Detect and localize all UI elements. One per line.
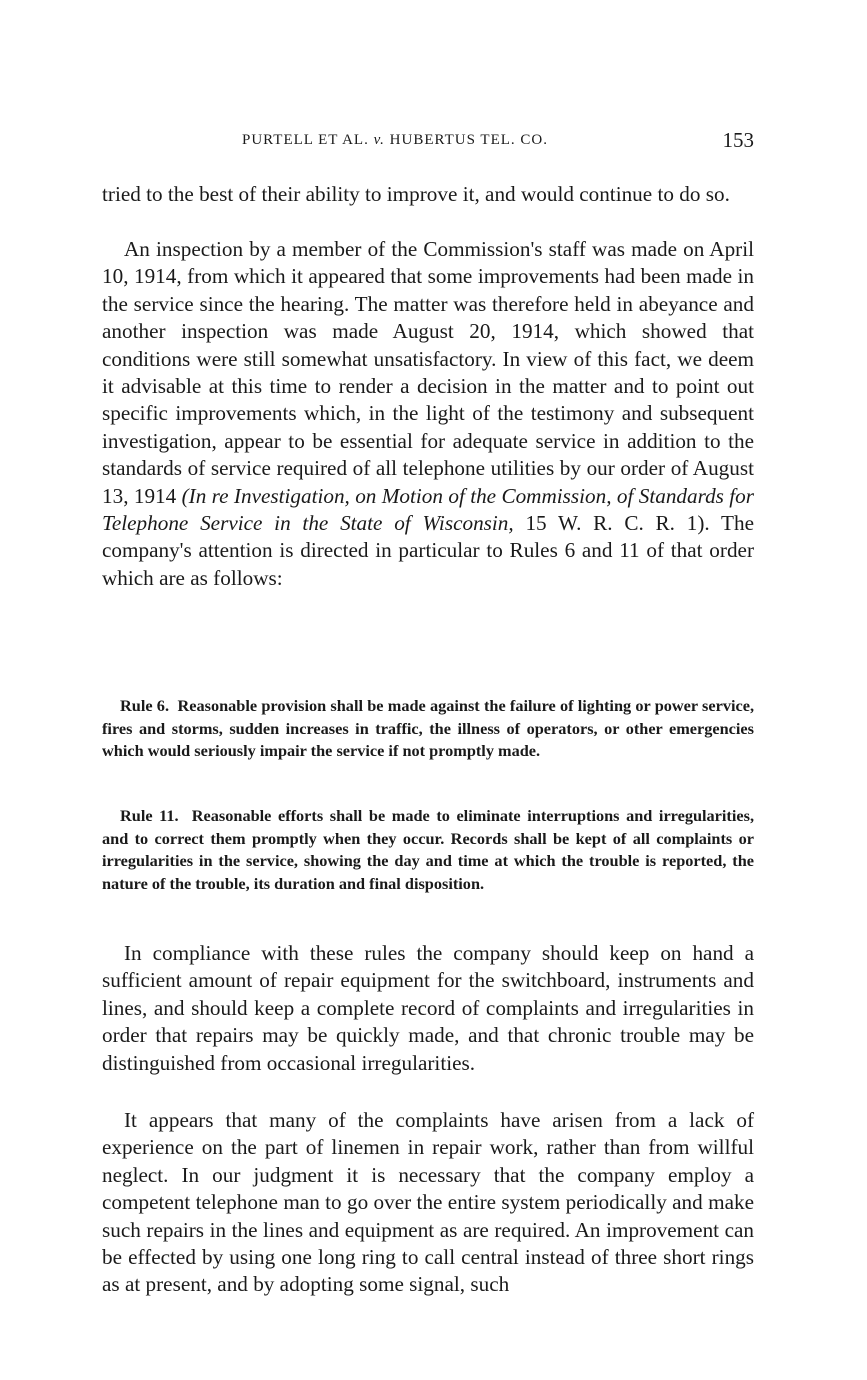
paragraph-inspection-text-a: An inspection by a member of the Commission's staff was made on April 10, 1914, from which it appeared that some improvements had been made in the service since the hearing. The matter was therefore held in abeyance and another inspection was made August 20, 1914, which showed that conditions were still somewhat unsatisfactory. In view of this fact, we deem it advisable at this time to render a decision in the matter and to point out specific improvements which, in the light of the testimony and subsequent investigation, appear to be essential for adequate service in addition to the standards of service required of all telephone utilities by our order of August 13, 1914 [102,237,754,508]
rule-6-text: Reasonable provision shall be made against the failure of lighting or power service, fires and storms, sudden increases in traffic, the illness of operators, or other emergencies which would seriously impair the service if not promptly made. [102,696,755,760]
paragraph-inspection [102,236,754,592]
paragraph-compliance [102,940,754,1077]
paragraph-complaints-text: It appears that many of the complaints have arisen from a lack of experience on the part of linemen in repair work, rather than from willful neglect. In our judgment it is necessary that the company employ a competent telephone man to go over the entire system periodically and make such repairs in the lines and equipment as are required. An improvement can be effected by using one long ring to call central instead of three short rings as at present, and by adopting some signal, such [102,1108,754,1297]
case-citation-italic: (In re Investigation, on Motion of the Commission, of Standards for Telephone Service in the State of Wisconsin, [102,483,754,536]
running-title-v: v. [373,132,385,148]
running-title [242,132,548,149]
running-head [102,128,754,158]
rule-11-quote [102,805,754,895]
rule-6-quote [102,695,754,763]
paragraph-continuation: tried to the best of their ability to improve it, and would continue to do so. [102,182,730,206]
page-number: 153 [722,128,754,152]
running-title-left: PURTELL ET AL. [242,132,374,148]
running-title-right: HUBERTUS TEL. CO. [384,132,548,148]
rule-6-label: Rule 6. [120,696,170,715]
rule-11-text: Reasonable efforts shall be made to eliminate interruptions and irregularities, and to correct them promptly when they occur. Records shall be kept of all complaints or irregularities in the service, showing the day and time at which the trouble is reported, the nature of the trouble, its duration and final disposition. [102,806,755,893]
paragraph-compliance-text: In compliance with these rules the company should keep on hand a sufficient amount of repair equipment for the switchboard, instruments and lines, and should keep a complete record of complaints and irregularities in order that repairs may be quickly made, and that chronic trouble may be distinguished from occasional irregularities. [102,941,754,1075]
paragraph-inspection-text-b: 15 W. R. C. R. 1). The company's attention is directed in particular to Rules 6 and 11 of that order which are as follows: [102,511,754,590]
paragraph-complaints [102,1107,754,1299]
rule-11-label: Rule 11. [120,806,179,825]
